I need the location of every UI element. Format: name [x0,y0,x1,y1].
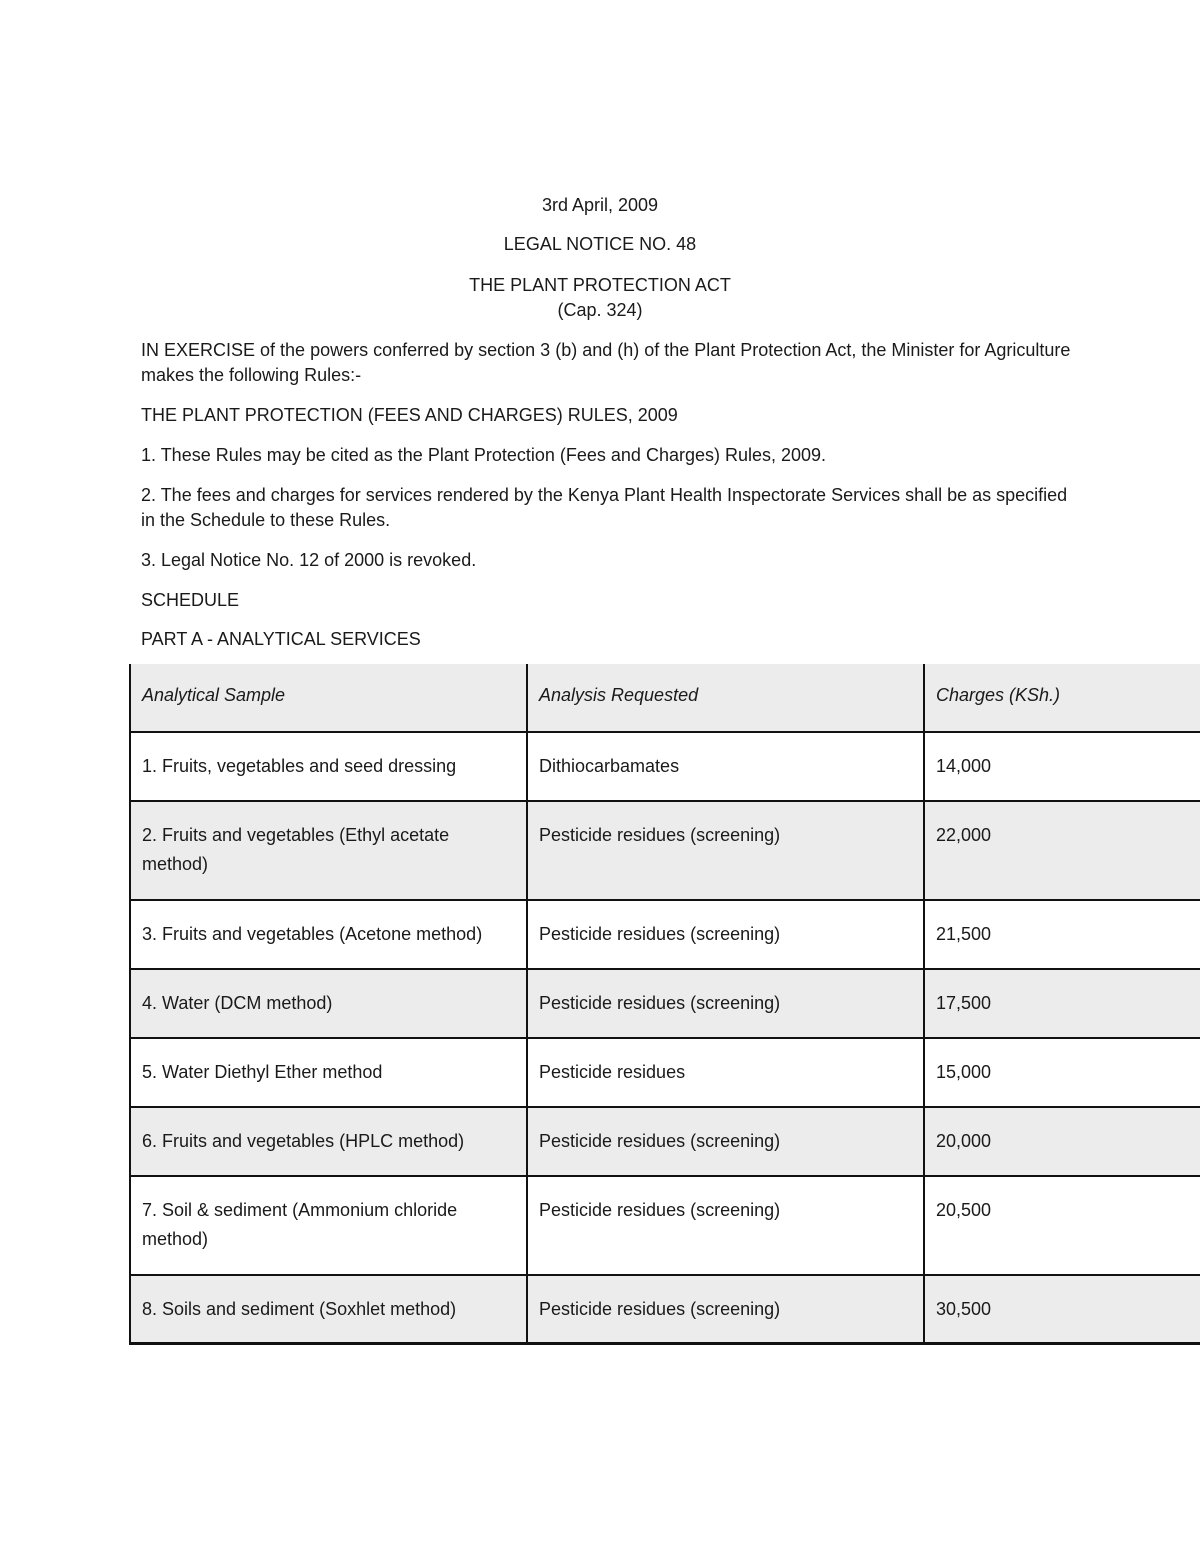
charge-cell: 22,000 [924,801,1200,900]
analysis-cell: Pesticide residues (screening) [527,900,924,969]
sample-cell: 6. Fruits and vegetables (HPLC method) [130,1107,527,1176]
charge-cell: 30,500 [924,1275,1200,1344]
sample-cell: 8. Soils and sediment (Soxhlet method) [130,1275,527,1344]
table-row [130,1176,1200,1275]
charge-cell: 15,000 [924,1038,1200,1107]
sample-cell: 3. Fruits and vegetables (Acetone method) [130,900,527,969]
charge-cell: 14,000 [924,732,1200,801]
schedule-heading: SCHEDULE [141,590,240,610]
table-row [130,732,1200,801]
sample-cell: 5. Water Diethyl Ether method [130,1038,527,1107]
notice-date: 3rd April, 2009 [541,195,659,215]
rule-3: 3. Legal Notice No. 12 of 2000 is revoked. [141,550,477,570]
column-header: Analysis Requested [527,664,924,732]
charge-cell: 20,000 [924,1107,1200,1176]
table-row [130,969,1200,1038]
analysis-cell: Dithiocarbamates [527,732,924,801]
charge-cell: 20,500 [924,1176,1200,1275]
table-row [130,1038,1200,1107]
table-row [130,1107,1200,1176]
rule-1: 1. These Rules may be cited as the Plant Protection (Fees and Charges) Rules, 2009. [141,445,827,465]
sample-cell: 1. Fruits, vegetables and seed dressing [130,732,527,801]
analysis-cell: Pesticide residues (screening) [527,969,924,1038]
act-title: THE PLANT PROTECTION ACT [469,275,731,295]
sample-cell: 7. Soil & sediment (Ammonium chloride method) [130,1176,527,1275]
table-header-row [130,664,1200,732]
column-header: Charges (KSh.) [924,664,1200,732]
column-header: Analytical Sample [130,664,527,732]
charge-cell: 21,500 [924,900,1200,969]
part-a-heading: PART A - ANALYTICAL SERVICES [141,629,421,649]
rule-2: 2. The fees and charges for services rendered by the Kenya Plant Health Inspectorate Services shall be as specified in the Schedule to these Rules. [141,485,1068,530]
analytical-services-table [129,664,1200,1345]
analysis-cell: Pesticide residues (screening) [527,1275,924,1344]
analysis-cell: Pesticide residues (screening) [527,1107,924,1176]
legal-notice-number: LEGAL NOTICE NO. 48 [503,234,697,254]
table-row [130,801,1200,900]
table-row [130,1275,1200,1344]
charge-cell: 17,500 [924,969,1200,1038]
analysis-cell: Pesticide residues [527,1038,924,1107]
analysis-cell: Pesticide residues (screening) [527,1176,924,1275]
analysis-cell: Pesticide residues (screening) [527,801,924,900]
table-row [130,900,1200,969]
act-chapter: (Cap. 324) [557,300,643,320]
rules-title: THE PLANT PROTECTION (FEES AND CHARGES) RULES, 2009 [141,405,678,425]
sample-cell: 4. Water (DCM method) [130,969,527,1038]
preamble: IN EXERCISE of the powers conferred by section 3 (b) and (h) of the Plant Protection Act, the Minister for Agriculture makes the following Rules:- [141,340,1071,385]
sample-cell: 2. Fruits and vegetables (Ethyl acetate method) [130,801,527,900]
